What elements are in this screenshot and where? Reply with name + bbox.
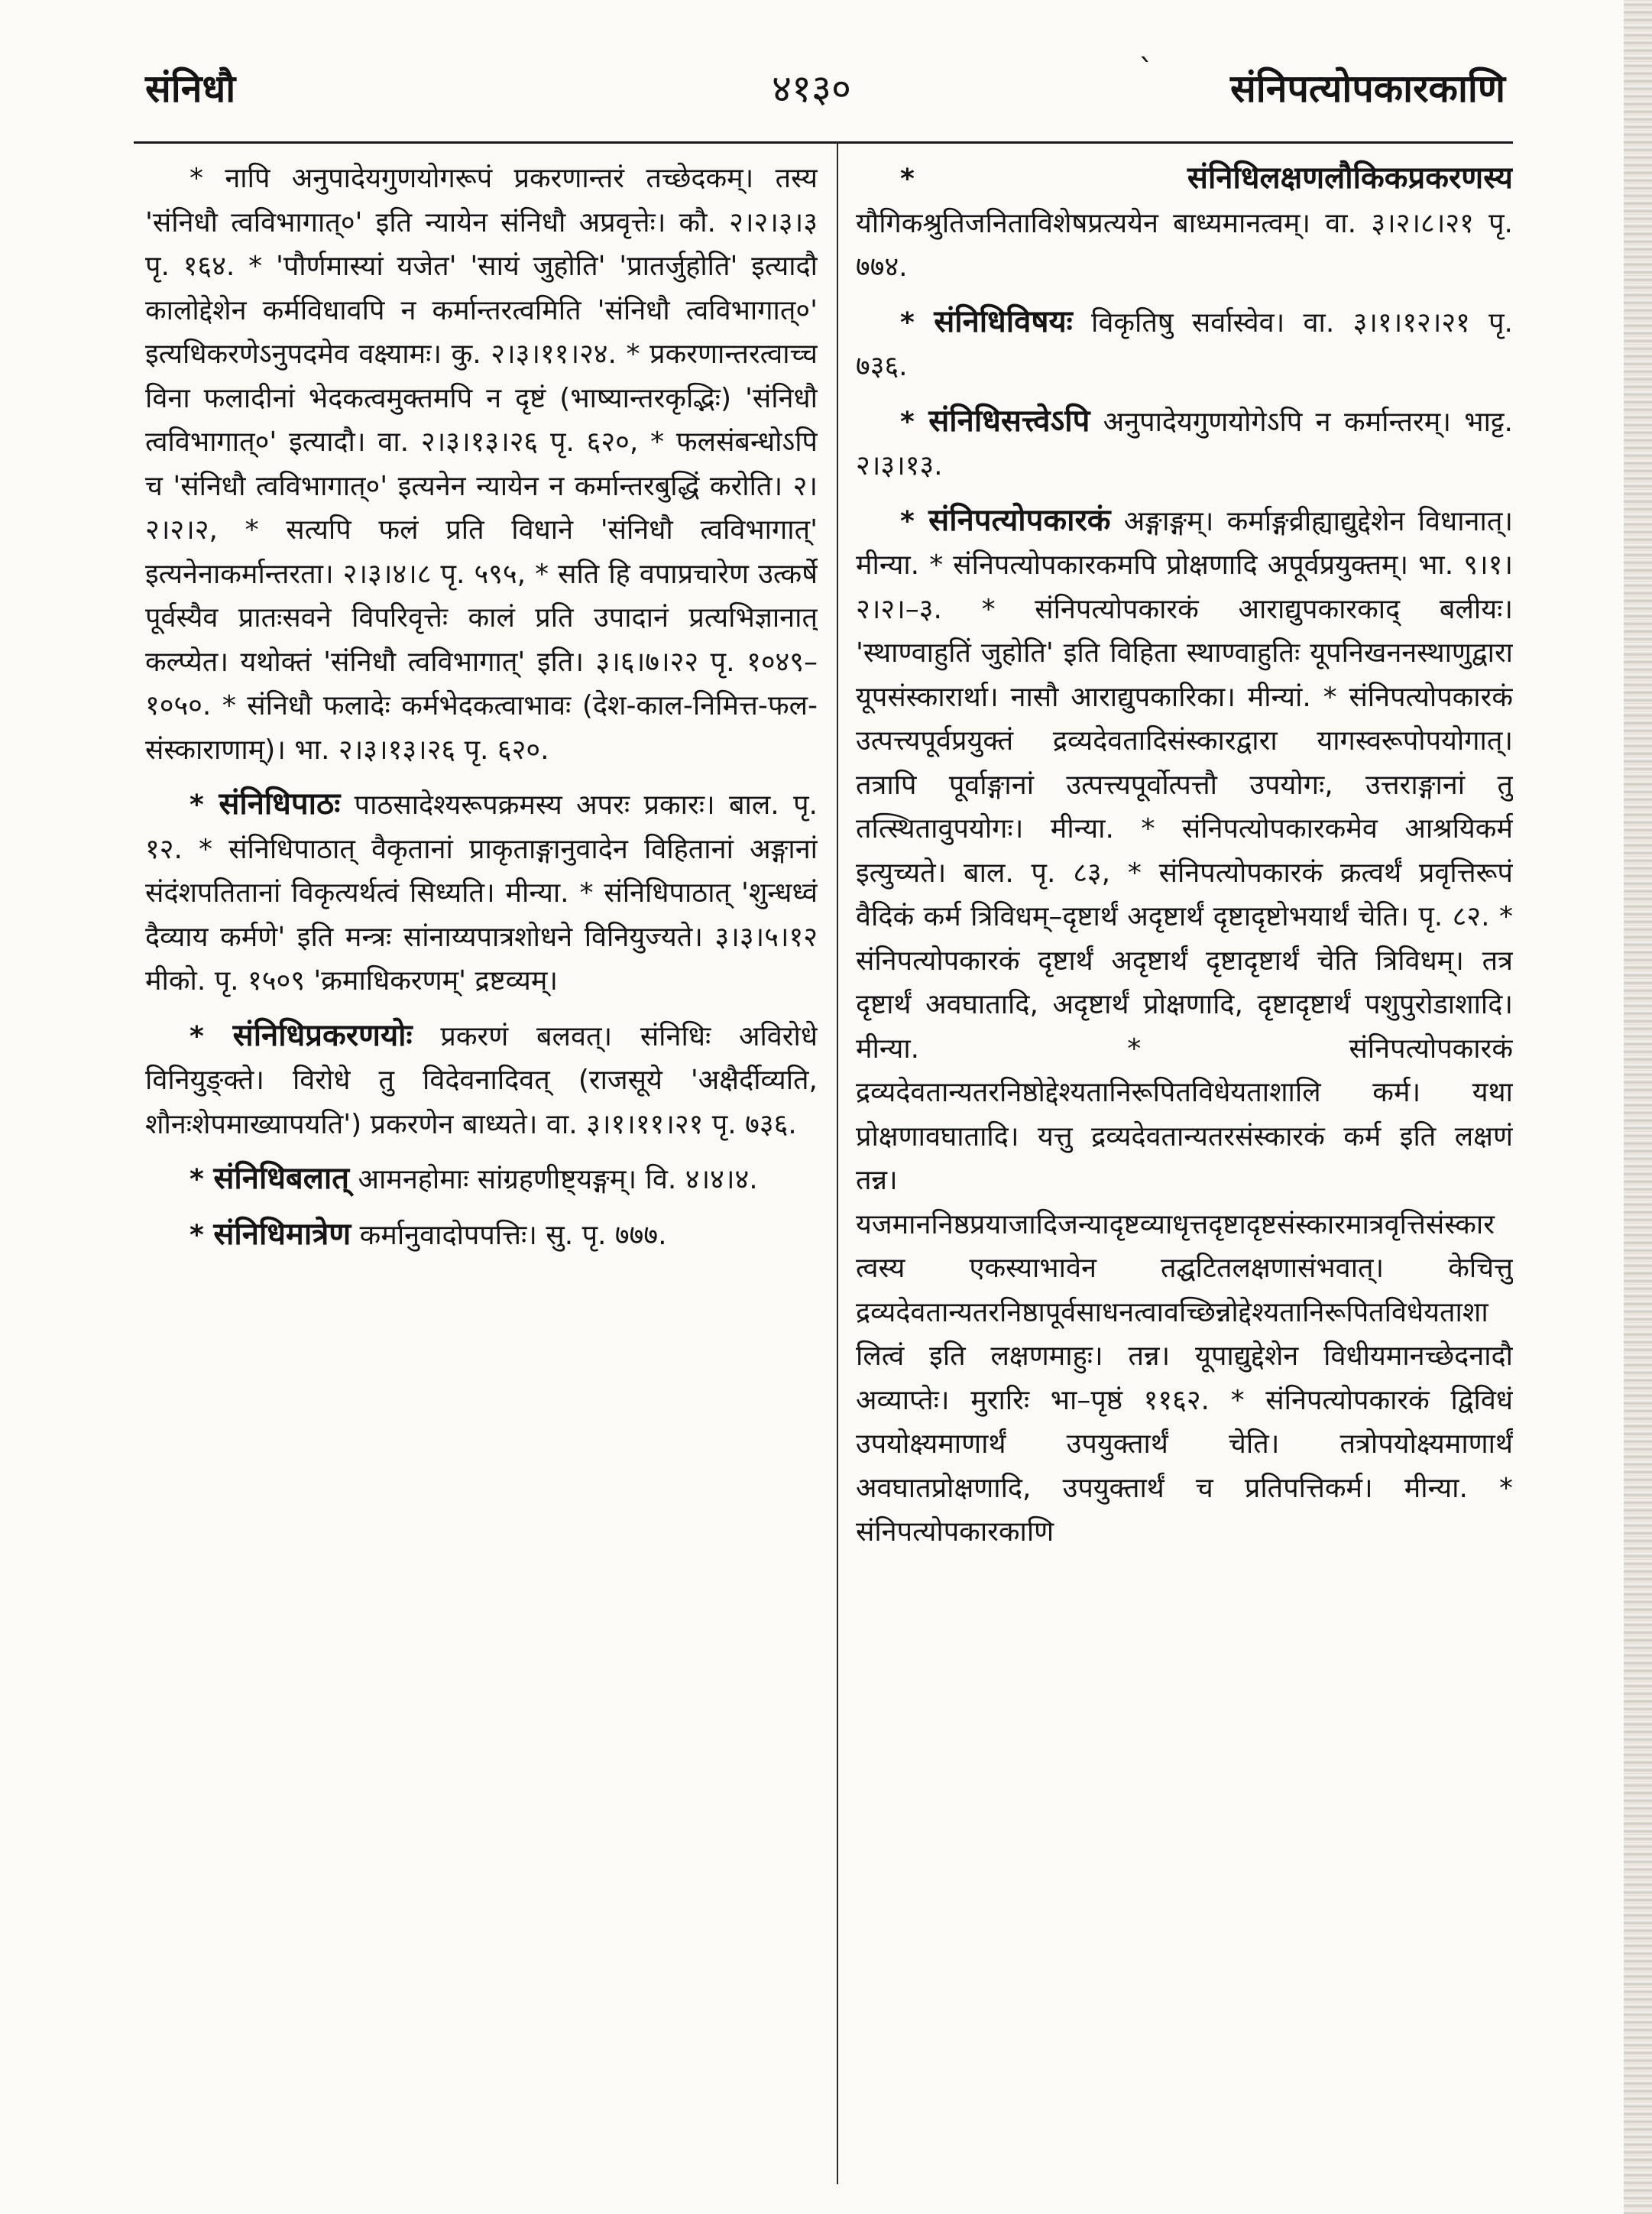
running-head-left: संनिधौ xyxy=(145,66,236,111)
entry-headword: संनिधिबलात् xyxy=(213,1161,350,1196)
page-header xyxy=(130,53,1505,122)
entry-star: * xyxy=(900,164,1187,195)
running-head-right: संनिपत्योपकारकाणि xyxy=(1230,66,1505,111)
entry-text: * नापि अनुपादेयगुणयोगरूपं प्रकरणान्तरं तच्छेदकम्। तस्य 'संनिधौ त्वविभागात्०' इति न्यायेन संनिधौ अप्रवृत्तेः। कौ. २।२।३।३ पृ. १६४. * 'पौर्णमास्यां यजेत' 'सायं जुहोति' 'प्रातर्जुहोति' इत्यादौ कालोद्देशेन कर्मविधावपि न कर्मान्तरत्वमिति 'संनिधौ त्वविभागात्०' इत्यधिकरणेऽनुपदमेव वक्ष्यामः। कु. २।३।११।२४. * प्रकरणान्तरत्वाच्च विना फलादीनां भेदकत्वमुक्तमपि न दृष्टं (भाष्यान्तरकृद्भिः) 'संनिधौ त्वविभागात्०' इत्यादौ। वा. २।३।१३।२६ पृ. ६२०, * फलसंबन्धोऽपि च 'संनिधौ त्वविभागात्०' इत्यनेन न्यायेन न कर्मान्तरबुद्धिं करोति। २।२।२।२, * सत्यपि फलं प्रति विधाने 'संनिधौ त्वविभागात्' इत्यनेनाकर्मान्तरता। २।३।४।८ पृ. ५९५, * सति हि वपाप्रचारेण उत्कर्षे पूर्वस्यैव प्रातःसवने विपरिवृत्तेः कालं प्रति उपादानं प्रत्यभिज्ञानात् कल्प्येत। यथोक्तं 'संनिधौ त्वविभागात्' इति। ३।६।७।२२ पृ. १०४९–१०५०. * संनिधौ फलादेः कर्मभेदकत्वाभावः (देश-काल-निमित्त-फल-संस्काराणाम्)। भा. २।३।१३।२६ पृ. ६२०. xyxy=(145,163,818,766)
entry xyxy=(856,300,1513,389)
entry-star: * xyxy=(189,1020,233,1052)
right-column xyxy=(856,157,1513,2174)
entry xyxy=(856,157,1513,290)
entry xyxy=(145,783,818,1003)
scan-edge xyxy=(1624,0,1652,2214)
entry-text: अनुपादेयगुणयोगेऽपि न कर्मान्तरम्। भाट्ट. २।३।१३. xyxy=(856,406,1513,481)
entry-headword: संनिधिप्रकरणयोः xyxy=(232,1017,413,1053)
entry-star: * xyxy=(900,505,929,537)
entry-text: प्रकरणं बलवत्। संनिधिः अविरोधे विनियुङ्क्ते। विरोधे तु विदेवनादिवत् (राजसूये 'अक्षैर्दीव्यति, शौनःशेपमाख्यापयति') प्रकरणेन बाध्यते। वा. ३।१।११।२१ पृ. ७३६. xyxy=(145,1020,818,1140)
entry-text: पाठसादेश्यरूपक्रमस्य अपरः प्रकारः। बाल. पृ. १२. * संनिधिपाठात् वैकृतानां प्राकृताङ्गानुवादेन विहितानां अङ्गानां संदंशपतितानां विकृत्यर्थत्वं सिध्यति। मीन्या. * संनिधिपाठात् 'शुन्धध्वं दैव्याय कर्मणे' इति मन्त्रः सांनाय्यपात्रशोधने विनियुज्यते। ३।३।५।१२ मीको. पृ. १५०९ 'क्रमाधिकरणम्' द्रष्टव्यम्। xyxy=(145,789,818,997)
entry-text: आमनहोमाः सांग्रहणीष्ट्यङ्गम्। वि. ४।४।४. xyxy=(358,1164,758,1195)
entry xyxy=(856,400,1513,488)
entry xyxy=(145,1014,818,1147)
entry xyxy=(145,1157,818,1202)
entry-text: कर्मानुवादोपपत्तिः। सु. पृ. ७७७. xyxy=(359,1219,667,1251)
entry-text: अङ्गाङ्गम्। कर्माङ्गव्रीह्याद्युद्देशेन विधानात्। मीन्या. * संनिपत्योपकारकमपि प्रोक्षणादि अपूर्वप्रयुक्तम्। भा. ९।१।२।२।–३. * संनिपत्योपकारकं आराद्युपकारकाद् बलीयः। 'स्थाण्वाहुतिं जुहोति' इति विहिता स्थाण्वाहुतिः यूपनिखननस्थाणुद्वारा यूपसंस्कारार्था। नासौ आराद्युपकारिका। मीन्यां. * संनिपत्योपकारकं उत्पत्त्यपूर्वप्रयुक्तं द्रव्यदेवतादिसंस्कारद्वारा यागस्वरूपोपयोगात्। तत्रापि पूर्वाङ्गानां उत्पत्त्यपूर्वोत्पत्तौ उपयोगः, उत्तराङ्गानां तु तत्स्थितावुपयोगः। मीन्या. * संनिपत्योपकारकमेव आश्रयिकर्म इत्युच्यते। बाल. पृ. ८३, * संनिपत्योपकारकं क्रत्वर्थं प्रवृत्तिरूपं वैदिकं कर्म त्रिविधम्–दृष्टार्थं अदृष्टार्थं दृष्टादृष्टोभयार्थं चेति। पृ. ८२. * संनिपत्योपकारकं दृष्टार्थं अदृष्टार्थं दृष्टादृष्टार्थं चेति त्रिविधम्। तत्र दृष्टार्थं अवघातादि, अदृष्टार्थं प्रोक्षणादि, दृष्टादृष्टार्थं पशुपुरोडाशादि। मीन्या. * संनिपत्योपकारकं द्रव्यदेवतान्यतरनिष्ठोद्देश्यतानिरूपितविधेयताशालि कर्म। यथा प्रोक्षणावघातादि। यत्तु द्रव्यदेवतान्यतरसंस्कारकं कर्म इति लक्षणं तन्न। यजमाननिष्ठप्रयाजादिजन्यादृष्टव्याधृत्तदृष्टादृष्टसंस्कारमात्रवृत्तिसंस्कारत्वस्य एकस्याभावेन तद्घटितलक्षणासंभवात्। केचित्तु द्रव्यदेवतान्यतरनिष्ठापूर्वसाधनत्वावच्छिन्नोद्देश्यतानिरूपितविधेयताशालित्वं इति लक्षणमाहुः। तन्न। यूपाद्युद्देशेन विधीयमानच्छेदनादौ अव्याप्तेः। मुरारिः भा–पृष्ठं ११६२. * संनिपत्योपकारकं द्विविधं उपयोक्ष्यमाणार्थं उपयुक्तार्थं चेति। तत्रोपयोक्ष्यमाणार्थं अवघातप्रोक्षणादि, उपयुक्तार्थं च प्रतिपत्तिकर्म। मीन्या. * संनिपत्योपकारकाणि xyxy=(856,505,1513,1548)
column-divider xyxy=(837,144,838,2184)
entry-text: यौगिकश्रुतिजनिताविशेषप्रत्ययेन बाध्यमानत्वम्। वा. ३।२।८।२१ पृ. ७७४. xyxy=(856,207,1513,283)
entry-headword: संनिधिसत्त्वेऽपि xyxy=(928,403,1090,439)
entry-star: * xyxy=(900,306,935,339)
entry xyxy=(856,499,1513,1554)
entry-text: विकृतिषु सर्वास्वेव। वा. ३।१।१२।२१ पृ. ७३६. xyxy=(856,306,1513,382)
entry-star: * xyxy=(189,1219,214,1251)
entry-headword: संनिधिलक्षणलौकिकप्रकरणस्य xyxy=(1187,160,1513,196)
entry-star: * xyxy=(189,789,219,821)
entry xyxy=(145,1213,818,1258)
entry-star: * xyxy=(189,1164,214,1195)
entry-headword: संनिधिविषयः xyxy=(934,303,1073,339)
entry-star: * xyxy=(900,406,929,438)
entry xyxy=(145,157,818,772)
entry-headword: संनिपत्योपकारकं xyxy=(928,502,1111,538)
entry-headword: संनिधिपाठः xyxy=(219,786,341,822)
left-column xyxy=(145,157,818,2174)
header-rule xyxy=(134,141,1513,144)
page-number: ४१३० xyxy=(772,66,851,111)
stray-mark: ` xyxy=(1139,53,1154,89)
entry-headword: संनिधिमात्रेण xyxy=(213,1216,351,1252)
